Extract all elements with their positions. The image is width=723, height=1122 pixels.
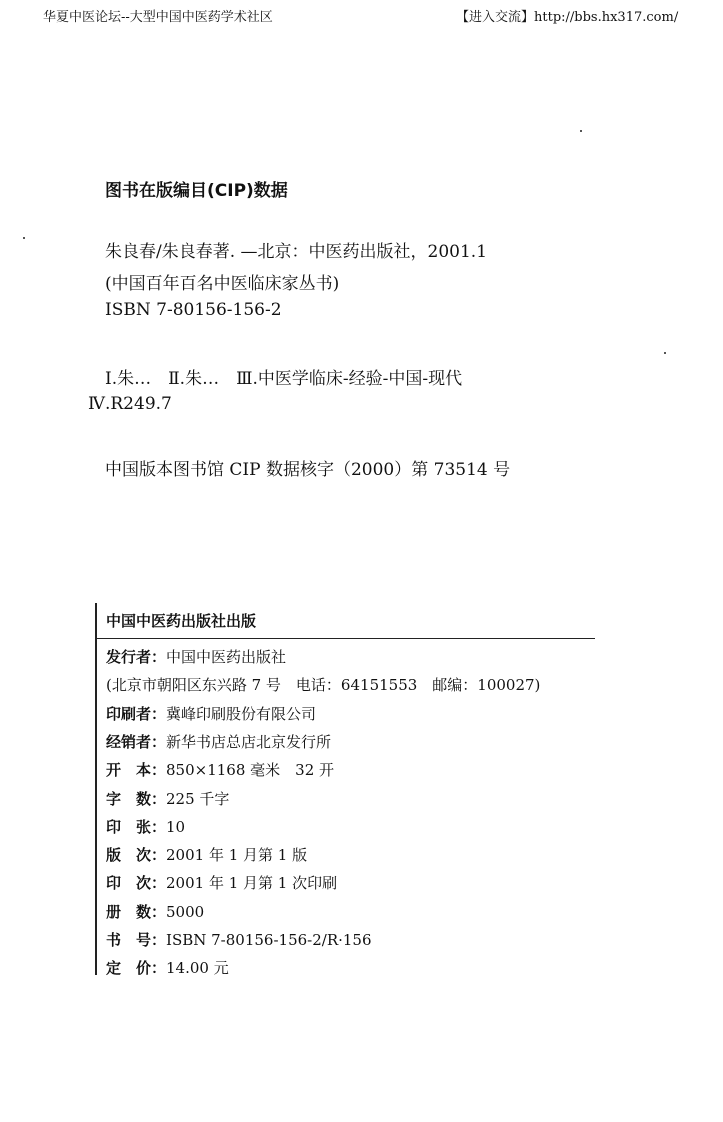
imprint-row: [106, 759, 334, 780]
cip-classification: Ⅰ.朱… Ⅱ.朱… Ⅲ.中医学临床-经验-中国-现代: [105, 369, 463, 389]
imprint-label: 发行者：: [106, 648, 167, 666]
site-header-title: 华夏中医论坛--大型中国中医药学术社区: [43, 10, 273, 25]
imprint-value: 14.00 元: [166, 959, 229, 978]
imprint-value: 中国中医药出版社: [166, 648, 287, 666]
cip-line: (中国百年百名中医临床家丛书): [105, 274, 340, 294]
imprint-value: ISBN 7-80156-156-2/R·156: [166, 931, 372, 949]
imprint-value: 10: [166, 817, 186, 836]
site-header-link[interactable]: 【进入交流】http://bbs.hx317.com/: [456, 10, 679, 25]
imprint-value: 225 千字: [166, 789, 230, 808]
cip-record: 中国版本图书馆 CIP 数据核字（2000）第 73514 号: [105, 460, 511, 480]
imprint-row: [106, 731, 331, 752]
imprint-value: 2001 年 1 月第 1 版: [166, 846, 308, 865]
imprint-label: 册 数：: [106, 902, 167, 921]
imprint-value: 850×1168 毫米 32 开: [166, 761, 335, 780]
imprint-label: 印刷者：: [106, 704, 167, 723]
imprint-value: 新华书店总店北京发行所: [166, 732, 332, 751]
imprint-label: 印 次：: [106, 874, 167, 893]
imprint-label: 经销者：: [106, 732, 167, 751]
imprint-label: 书 号：: [106, 931, 167, 949]
imprint-label: 定 价：: [106, 959, 167, 978]
imprint-row: [106, 788, 229, 809]
cip-line: ISBN 7-80156-156-2: [105, 300, 282, 320]
imprint-row: [106, 703, 316, 724]
divider: [97, 638, 595, 639]
imprint-label: 印 张：: [106, 817, 167, 836]
imprint-label: 版 次：: [106, 846, 167, 865]
cip-classification: Ⅳ.R249.7: [88, 394, 172, 414]
imprint-row: [106, 674, 540, 695]
imprint-row: [106, 844, 307, 865]
imprint-label: 开 本：: [106, 761, 167, 780]
imprint-value: (北京市朝阳区东兴路 7 号 电话：64151553 邮编：100027): [106, 676, 541, 695]
cip-title: 图书在版编目(CIP)数据: [105, 181, 288, 201]
imprint-border: [95, 603, 97, 975]
imprint-value: 5000: [166, 902, 205, 921]
imprint-row: [106, 901, 204, 922]
imprint-row: [106, 816, 185, 837]
imprint-value: 2001 年 1 月第 1 次印刷: [166, 874, 338, 893]
imprint-row: [106, 957, 229, 978]
imprint-row: [106, 872, 337, 893]
cip-line: 朱良春/朱良春著. —北京：中医药出版社，2001.1: [105, 242, 488, 262]
imprint-row: [106, 929, 372, 950]
imprint-value: 冀峰印刷股份有限公司: [166, 704, 317, 723]
imprint-label: 字 数：: [106, 789, 167, 808]
publisher-line: 中国中医药出版社出版: [106, 612, 257, 630]
imprint-row: [106, 646, 286, 667]
